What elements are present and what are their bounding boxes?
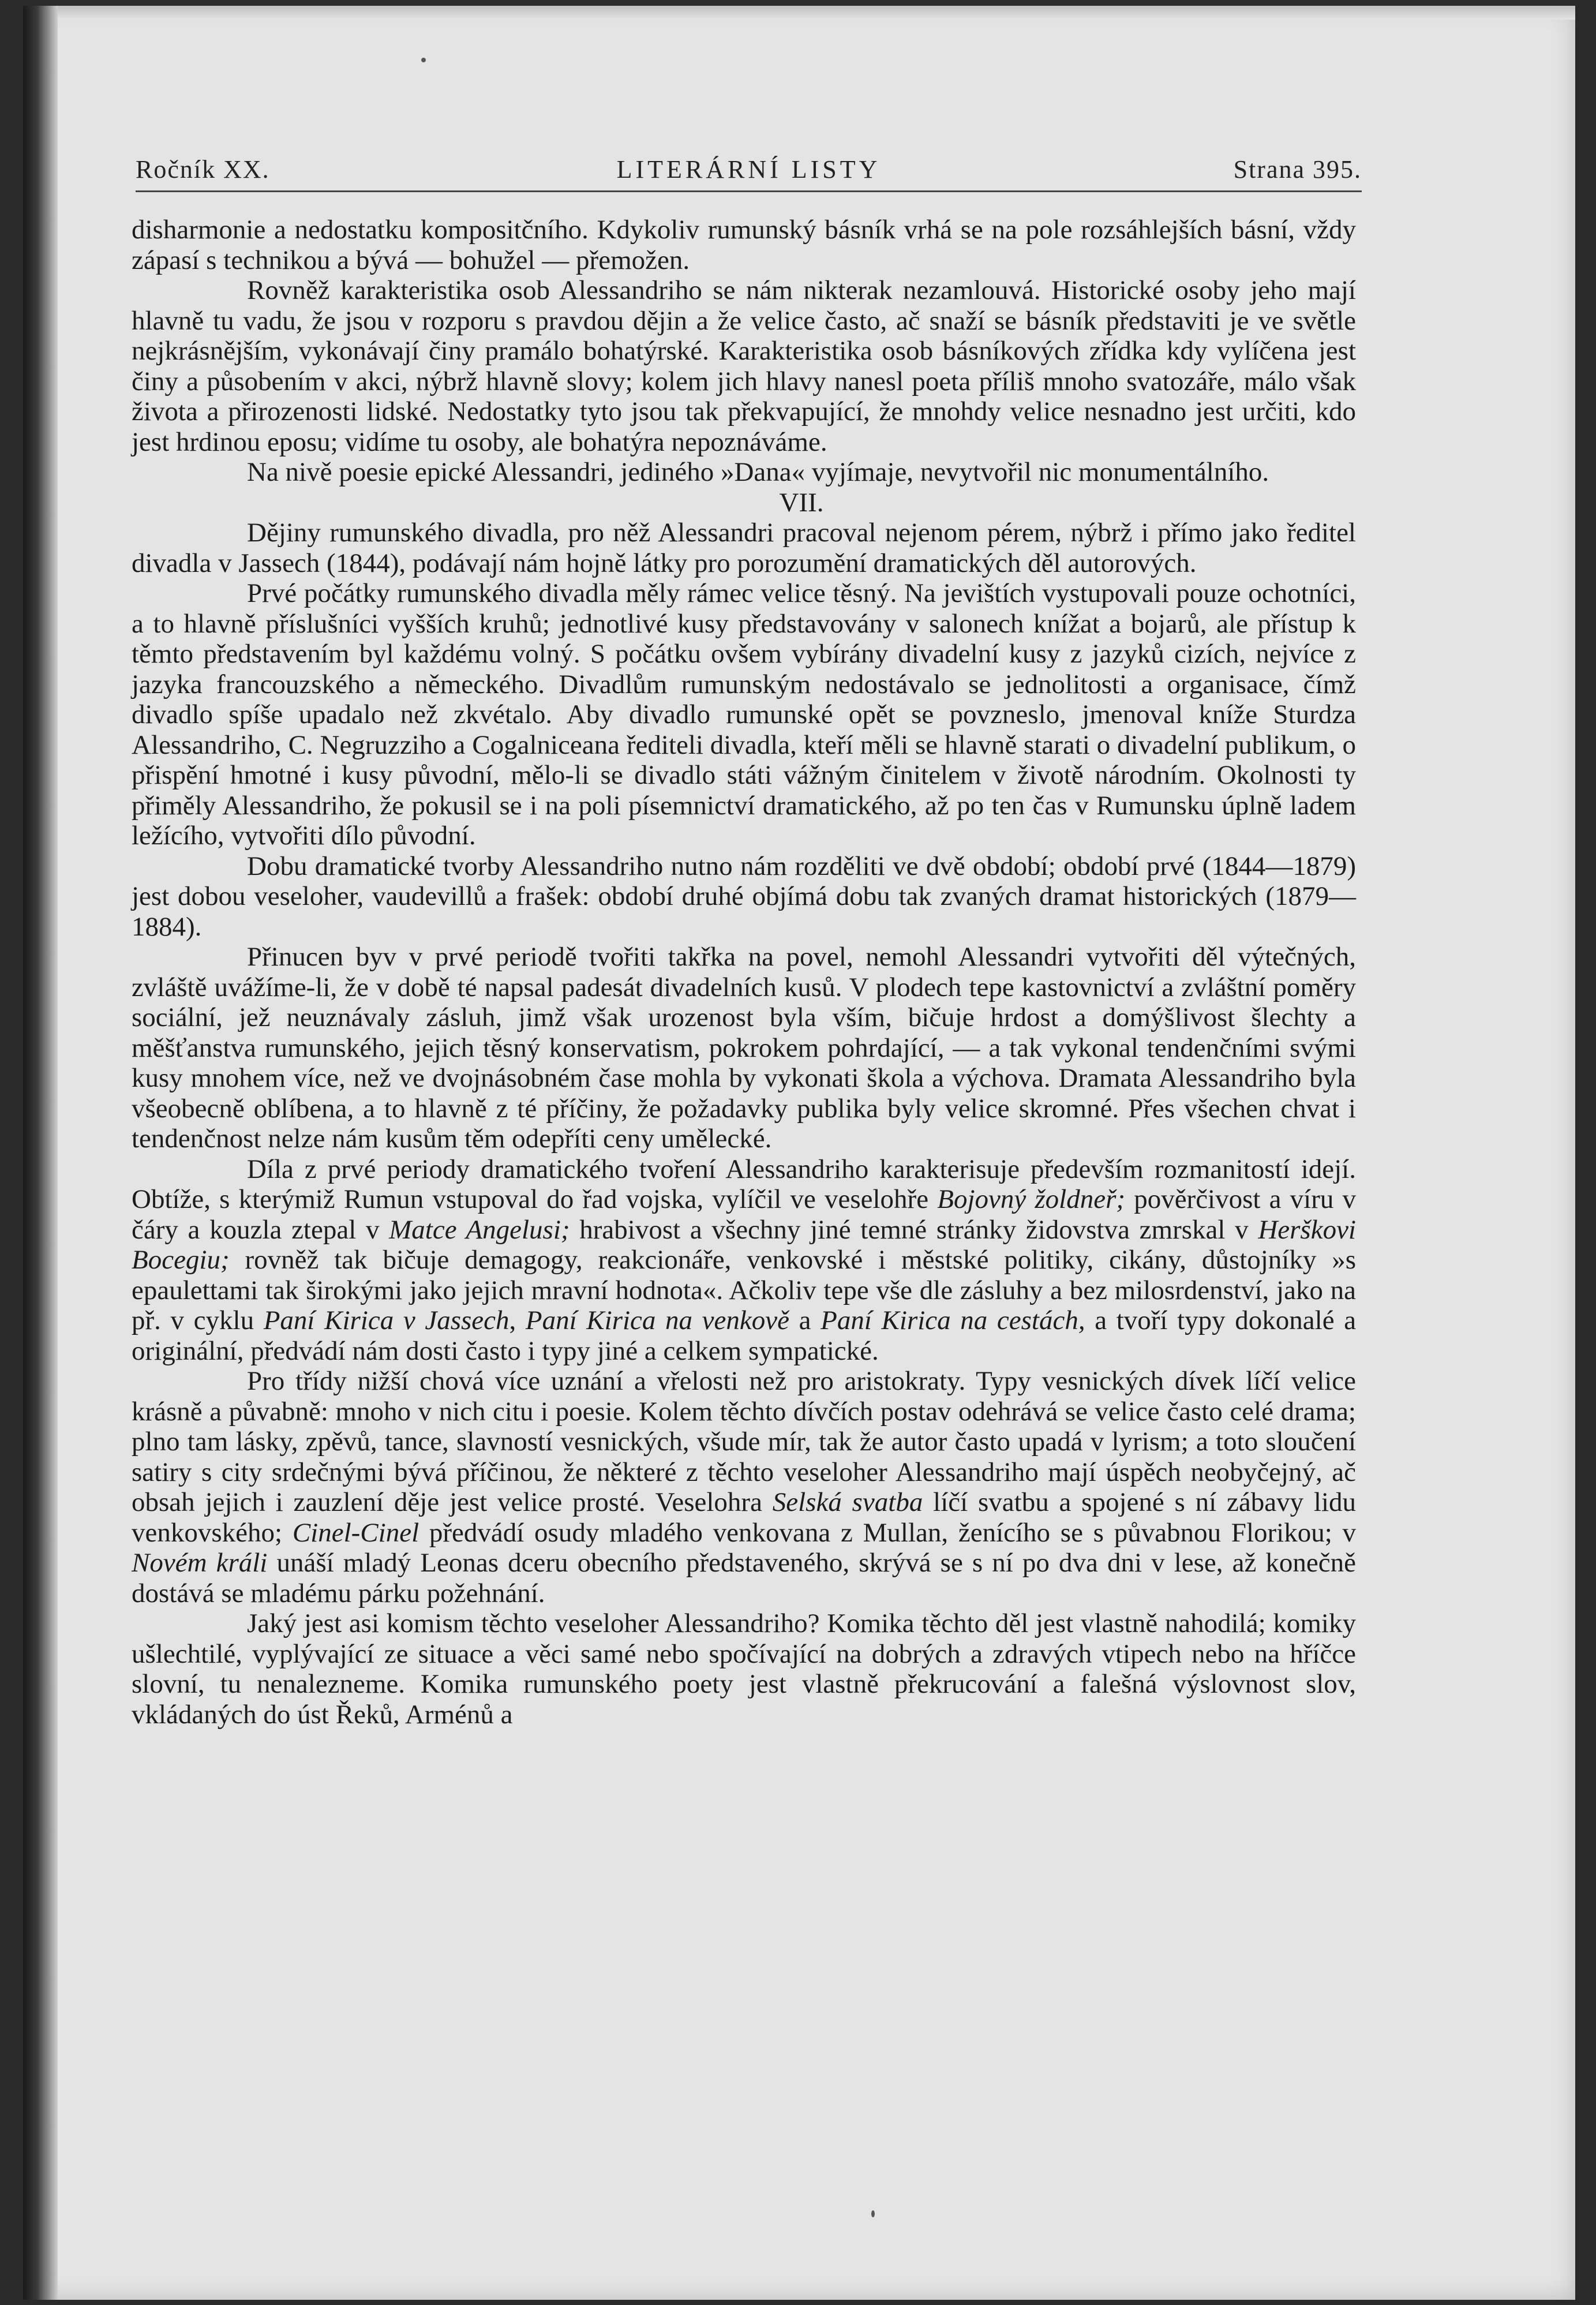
paragraph: Přinucen byv v prvé periodě tvořiti takřka na povel, nemohl Alessandri vytvořiti děl výtečných, zvláště uvážíme-li, že v době té napsal padesát divadelních kusů. V plodech tepe kastovnictví a zvláštní poměry sociální, jež neuznávaly zásluh, jimž však urozenost byla vším, bičuje hrdost a domýšlivost šlechty a měšťanstva rumunského, jejich těsný konservatism, pokrokem pohrdající, — a tak vykonal tendenčními svými kusy mnohem více, než ve dvojnásobném čase mohla by vykonati škola a výchova. Dramata Alessandriho byla všeobecně oblíbena, a to hlavně z té příčiny, že požadavky publika byly velice skromné. Přes všechen chvat i tendenčnost nelze nám kusům těm odepříti ceny umělecké. bbox=[132, 942, 1356, 1154]
section-heading: VII. bbox=[779, 487, 824, 518]
text-run: a bbox=[799, 1305, 811, 1335]
text-run: líčí svatbu a spojené s ní zábavy lidu venkovského; bbox=[132, 1487, 1357, 1548]
text-run: rovněž tak bičuje demagogy, reakcionáře, venkovské i městské politiky, cikány, důstojníky »s epaulettami tak širokými jako jejich mravní hodnota«. Ačkoliv tepe vše dle zásluhy a bez milosrdenství, jako na př. v cyklu bbox=[132, 1245, 1356, 1335]
paragraph: Rovněž karakteristika osob Alessandriho se nám nikterak nezamlouvá. Historické osoby jeho mají hlavně tu vadu, že jsou v rozporu s pravdou dějin a že velice často, ač snaží se básník představiti je ve světle nejkrásnějším, vykonávají činy pramálo bohatýrské. Karakteristika osob básníkových zřídka kdy vylíčena jest činy a působením v akci, nýbrž hlavně slovy; kolem jich hlavy nanesl poeta příliš mnoho svatozáře, málo však života a přirozenosti lidské. Nedostatky tyto jsou tak překvapující, že mnohdy velice nesnadno jest určiti, kdo jest hrdinou eposu; vidíme tu osoby, ale bohatýra nepoznáváme. bbox=[132, 275, 1356, 457]
text-run: pověrčivost a víru v čáry a kouzla ztepal v bbox=[132, 1184, 1356, 1245]
work-title: Bojovný žoldneř; bbox=[937, 1184, 1126, 1214]
paragraph bbox=[132, 1154, 1356, 1367]
work-title: Herškovi Bocegiu; bbox=[132, 1214, 1356, 1275]
header-rule bbox=[136, 190, 1362, 192]
work-title: Novém králi bbox=[132, 1548, 268, 1578]
ink-speck bbox=[421, 58, 426, 62]
work-title: Paní Kirica v Jassech bbox=[263, 1305, 509, 1335]
paragraph: Dějiny rumunského divadla, pro něž Alessandri pracoval nejenom pérem, nýbrž i přímo jako ředitel divadla v Jassech (1844), podávají nám hojně látky pro porozumění dramatických děl autorových. bbox=[132, 518, 1356, 578]
work-title: Matce Angelusi; bbox=[389, 1214, 570, 1245]
paragraph: Prvé počátky rumunského divadla měly rámec velice těsný. Na jevištích vystupovali pouze ochotníci, a to hlavně příslušníci vyšších kruhů; jednotlivé kusy představovány v salonech knížat a bojarů, ale přístup k těmto představením byl každému volný. S počátku ovšem vybírány divadelní kusy z jazyků cizích, nejvíce z jazyka francouzského a německého. Divadlům rumunským nedostávalo se jednolitosti a organisace, čímž divadlo spíše upadalo než zkvétalo. Aby divadlo rumunské opět se povzneslo, jmenoval kníže Sturdza Alessandriho, C. Negruzziho a Cogalniceana řediteli divadla, kteří měli se hlavně starati o divadelní publikum, o přispění hmotné i kusy původní, mělo-li se divadlo státi vážným činitelem v životě národním. Okolnosti ty přiměly Alessandriho, že pokusil se i na poli písemnictví dramatického, až po ten čas v Rumunsku úplně ladem ležícího, vytvořiti dílo původní. bbox=[132, 578, 1356, 851]
paragraph: Na nivě poesie epické Alessandri, jediného »Dana« vyjímaje, nevytvořil nic monumentálního. bbox=[247, 457, 1269, 487]
paragraph: Dobu dramatické tvorby Alessandriho nutno nám rozděliti ve dvě období; období prvé (1844—1879) jest dobou veseloher, vaudevillů a frašek: období druhé objímá dobu tak zvaných dramat historických (1879—1884). bbox=[132, 851, 1356, 942]
journal-title: LITERÁRNÍ LISTY bbox=[616, 155, 881, 184]
text-run: a tvoří typy dokonalé a originální, předvádí nám dosti často i typy jiné a celkem sympatické. bbox=[132, 1305, 1357, 1366]
text-run: unáší mladý Leonas dceru obecního představeného, skrývá se s ní po dva dni v lese, až konečně dostává se mladému párku požehnání. bbox=[132, 1548, 1356, 1608]
work-title: Paní Kirica na venkově bbox=[525, 1305, 789, 1335]
work-title: Paní Kirica na cestách, bbox=[821, 1305, 1085, 1335]
page-number: Strana 395. bbox=[1233, 155, 1362, 184]
book-spine-shadow bbox=[23, 6, 58, 2300]
running-header bbox=[136, 155, 1362, 189]
work-title: Cinel-Cinel bbox=[292, 1517, 419, 1548]
work-title: Selská svatba bbox=[772, 1487, 923, 1517]
text-run: Pro třídy nižší chová více uznání a vřelosti než pro aristokraty. Typy vesnických dívek líčí velice krásně a půvabně: mnoho v nich citu i poesie. Kolem těchto dívčích postav odehrává se velice často celé drama; plno tam lásky, zpěvů, tance, slavností vesnických, všude mír, tak že autor často upadá v lyrism; a toto sloučení satiry s city srdečnými bývá příčinou, že některé z těchto veseloher Alessandriho mají úspěch neobyčejný, ač obsah jejich i zauzlení děje jest velice prosté. Veselohra bbox=[132, 1366, 1356, 1517]
paragraph: Jaký jest asi komism těchto veseloher Alessandriho? Komika těchto děl jest vlastně nahodilá; komiky ušlechtilé, vyplývající ze situace a věci samé nebo spočívající na dobrých a zdravých vtipech nebo na hříčce slovní, tu nenalezneme. Komika rumunského poety jest vlastně překrucování a falešná výslovnost slov, vkládaných do úst Řeků, Arménů a bbox=[132, 1608, 1356, 1730]
page-top-edge bbox=[58, 6, 1575, 20]
ink-speck bbox=[871, 2210, 875, 2217]
text-run: hrabivost a všechny jiné temné stránky židovstva zmrskal v bbox=[579, 1214, 1249, 1245]
paragraph bbox=[132, 1366, 1356, 1608]
text-run: , bbox=[509, 1305, 516, 1335]
paragraph: disharmonie a nedostatku kompositčního. Kdykoliv rumunský básník vrhá se na pole rozsáhlejších básní, vždy zápasí s technikou a bývá — bohužel — přemožen. bbox=[132, 215, 1356, 275]
text-run: Díla z prvé periody dramatického tvoření Alessandriho karakterisuje především rozmanitostí idejí. Obtíže, s kterýmiž Rumun vstupoval do řad vojska, vylíčil ve veselohře bbox=[132, 1154, 1356, 1214]
volume-label: Ročník XX. bbox=[136, 155, 270, 184]
article-body bbox=[132, 215, 1356, 1730]
text-run: předvádí osudy mladého venkovana z Mullan, ženícího se s půvabnou Florikou; v bbox=[429, 1517, 1357, 1548]
